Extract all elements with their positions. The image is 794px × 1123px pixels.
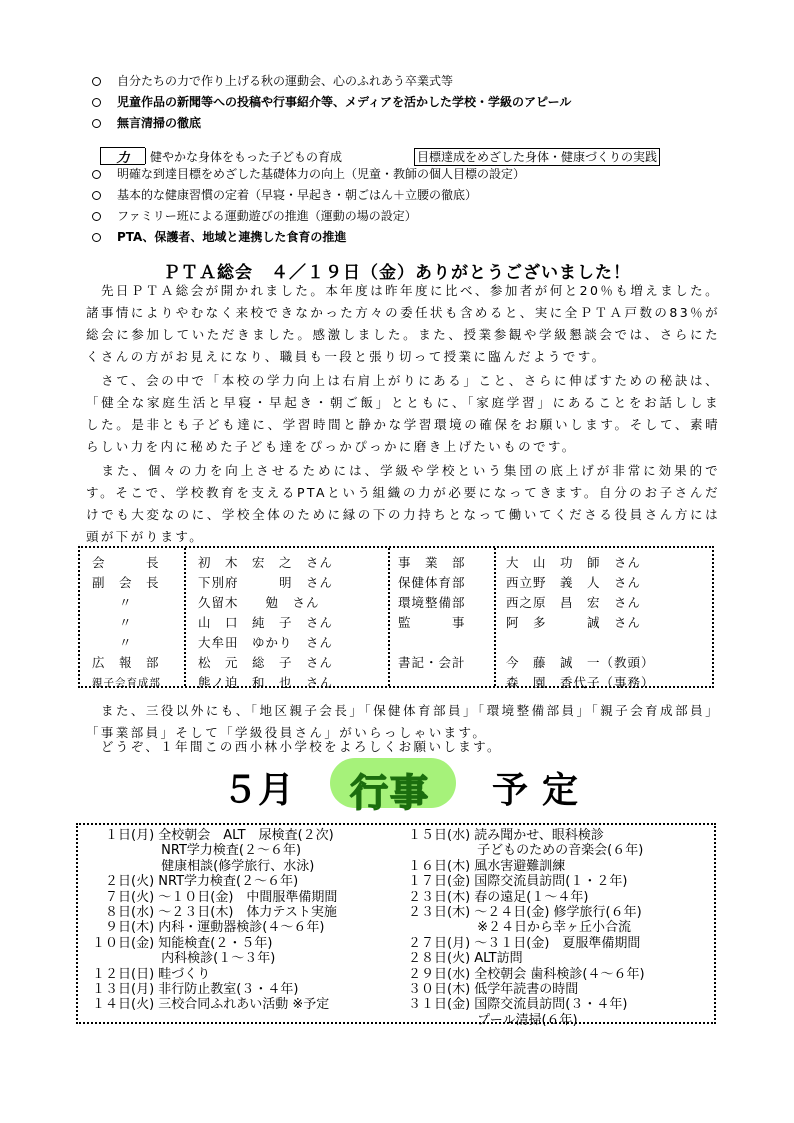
schedule-entry: ３０日(木) 低学年読書の時間 — [408, 981, 579, 997]
schedule-entry: ８日(水) ～２３日(木) 体力テスト実施 — [92, 904, 337, 920]
officers-table — [78, 546, 714, 688]
officer-name: 大 山 功 師 さん — [506, 555, 642, 570]
schedule-entry: ２日(火) NRT学力検査(２～６年) — [92, 874, 299, 890]
officer-role: 〃 — [92, 615, 133, 630]
officer-role: 保健体育部 — [398, 575, 466, 590]
goal-box: 目標達成をめざした身体・健康づくりの実践 — [414, 148, 660, 166]
officer-role: 〃 — [92, 635, 133, 650]
list-item: PTA、保護者、地域と連携した食育の推進 — [92, 227, 525, 248]
officer-name: 森 園 香代子（事務） — [506, 675, 655, 690]
officer-names-right — [506, 553, 655, 693]
circle-bullet-icon — [92, 77, 101, 86]
officer-role: 広 報 部 — [92, 655, 160, 670]
officer-role: 監 事 — [398, 615, 466, 630]
schedule-entry: ９日(木) 内科・運動器検診(４～６年) — [92, 920, 325, 936]
schedule-left-column — [92, 828, 337, 1013]
divider — [184, 548, 186, 686]
officer-role: 親子会育成部 — [92, 677, 161, 689]
paragraph-3: また、個々の力を向上させるためには、学級や学校という集団の底上げが非常に効果的です。そこで、学校教育を支えるPTAという組織の力が必要になってきます。自分のお子さんだけでも大変なのに、学校全体のために縁の下の力持ちとなって働いてくださる役員さん方には頭が下がります。 — [86, 463, 720, 544]
officer-role: 環境整備部 — [398, 595, 466, 610]
gyoji-badge — [330, 758, 456, 815]
circle-bullet-icon — [92, 119, 101, 128]
schedule-entry: ３１日(金) 国際交流員訪問(３・４年) — [408, 997, 628, 1013]
schedule-entry: ２８日(火) ALT訪問 — [408, 951, 523, 967]
officer-role — [398, 633, 466, 653]
officer-name: 久留木 勉 さん — [198, 595, 320, 610]
schedule-entry: １２日(日) 畦づくり — [92, 966, 211, 982]
section-title: 健やかな身体をもった子どもの育成 — [150, 149, 343, 164]
circle-bullet-icon — [92, 233, 101, 242]
officer-role: 〃 — [92, 595, 133, 610]
circle-bullet-icon — [92, 170, 101, 179]
schedule-entry: 健康相談(修学旅行、水泳) — [92, 858, 315, 874]
circle-bullet-icon — [92, 98, 101, 107]
officer-names-left — [198, 553, 333, 693]
pta-title: ＰＴＡ総会 ４／１９日（金）ありがとうございました！ — [163, 263, 631, 283]
schedule-entry: ２９日(水) 全校朝会 歯科検診(４～６年) — [408, 966, 645, 982]
divider — [388, 548, 390, 686]
goals-list-2 — [92, 164, 525, 248]
officer-name: 松 元 総 子 さん — [198, 655, 334, 670]
goals-list-1 — [92, 71, 571, 134]
officer-name: 今 藤 誠 一（教頭） — [506, 655, 655, 670]
schedule-entry: １４日(火) 三校合同ふれあい活動 ※予定 — [92, 997, 330, 1013]
schedule-entry: 子どものための音楽会(６年) — [408, 843, 644, 859]
schedule-entry: １０日(金) 知能検査(２・５年) — [92, 935, 273, 951]
officer-role: 事 業 部 — [398, 555, 466, 570]
schedule-entry: ２３日(木) 春の遠足(１～４年) — [408, 889, 589, 905]
officer-name — [506, 633, 655, 653]
schedule-entry: NRT学力検査(２～６年) — [92, 843, 302, 859]
schedule-entry: １日(月) 全校朝会 ALT 尿検査(２次) — [92, 828, 334, 843]
officer-roles-right — [398, 553, 466, 693]
officer-role: 書記・会計 — [398, 655, 466, 670]
list-item: 児童作品の新聞等への投稿や行事紹介等、メディアを活かした学校・学級のアピール — [92, 92, 571, 113]
paragraph-1: 先日ＰＴＡ総会が開かれました。本年度は昨年度に比べ、参加者が何と20％も増えました。諸事情によりやむなく来校できなかった方々の委任状も含めると、実に全ＰＴＡ戸数の83％が総会に参加していただきました。感激しました。また、授業参観や学級懇談会では、さらにたくさんの方がお見えになり、職員も一段と張り切って授業に臨んだようです。 — [86, 283, 720, 364]
officer-role: 会 長 — [92, 555, 160, 570]
officer-name: 初 木 宏 之 さん — [198, 555, 334, 570]
officer-name: 西之原 昌 宏 さん — [506, 595, 642, 610]
schedule-entry: １７日(金) 国際交流員訪問(１・２年) — [408, 874, 628, 890]
schedule-entry: ※２４日から幸ヶ丘小合流 — [408, 920, 632, 936]
divider — [494, 548, 496, 686]
list-item: 自分たちの力で作り上げる秋の運動会、心のふれあう卒業式等 — [92, 71, 571, 92]
schedule-entry: １５日(水) 読み聞かせ、眼科検診 — [408, 828, 604, 843]
officer-role: 副 会 長 — [92, 575, 160, 590]
schedule-entry: ２７日(月) ～３１日(金) 夏服準備期間 — [408, 935, 641, 951]
officer-name: 大牟田 ゆかり さん — [198, 635, 334, 650]
circle-bullet-icon — [92, 212, 101, 221]
may-events-title — [0, 758, 794, 815]
officer-name: 西立野 義 人 さん — [506, 575, 642, 590]
section-label: 力 — [100, 147, 145, 165]
circle-bullet-icon — [92, 191, 101, 200]
schedule-entry: プール清掃(６年) — [408, 1012, 578, 1028]
officer-name: 山 口 純 子 さん — [198, 615, 334, 630]
officer-name: 下別府 明 さん — [198, 575, 334, 590]
list-item: 明確な到達目標をめざした基礎体力の向上（児童・教師の個人目標の設定） — [92, 164, 525, 185]
schedule-entry: ２３日(木) ～２４日(金) 修学旅行(６年) — [408, 904, 642, 920]
yotei-label: 予定 — [492, 770, 593, 811]
schedule-entry: 内科検診(１～３年) — [92, 951, 276, 967]
paragraph-5: どうぞ、１年間この西小林小学校をよろしくお願いします。 — [86, 739, 502, 754]
officer-role — [398, 673, 466, 693]
list-item: 無言清掃の徹底 — [92, 113, 571, 134]
list-item: 基本的な健康習慣の定着（早寝・早起き・朝ごはん＋立腰の徹底） — [92, 185, 525, 206]
month-label: ５月 — [222, 770, 295, 811]
schedule-box — [76, 823, 716, 1028]
schedule-entry: ７日(火) ～１０日(金) 中間服準備期間 — [92, 889, 338, 905]
list-item: ファミリー班による運動遊びの推進（運動の場の設定） — [92, 206, 525, 227]
schedule-entry: １３日(月) 非行防止教室(３・４年) — [92, 981, 299, 997]
section-header — [100, 147, 342, 165]
schedule-entry: １６日(木) 風水害避難訓練 — [408, 858, 566, 874]
paragraph-4: また、三役以外にも、「地区親子会長」「保健体育部員」「環境整備部員」「親子会育成部員」「事業部員」そして「学級役員さん」がいらっしゃいます。 — [86, 703, 720, 740]
officer-name: 阿 多 誠 さん — [506, 615, 642, 630]
paragraph-2: さて、会の中で「本校の学力向上は右肩上がりにある」こと、さらに伸ばすための秘訣は、「健全な家庭生活と早寝・早起き・朝ご飯」とともに、「家庭学習」にあることをお話ししました。是非とも子ども達に、学習時間と静かな学習環境の確保をお願いします。そして、素晴らしい力を内に秘めた子ども達をぴっかぴっかに磨き上げたいものです。 — [86, 373, 720, 454]
divider — [145, 148, 146, 164]
officer-name: 熊ノ迫 和 也 さん — [198, 675, 334, 690]
officer-roles-left — [92, 553, 161, 693]
gyoji-label: 行事 — [350, 771, 431, 815]
schedule-right-column — [408, 828, 645, 1028]
